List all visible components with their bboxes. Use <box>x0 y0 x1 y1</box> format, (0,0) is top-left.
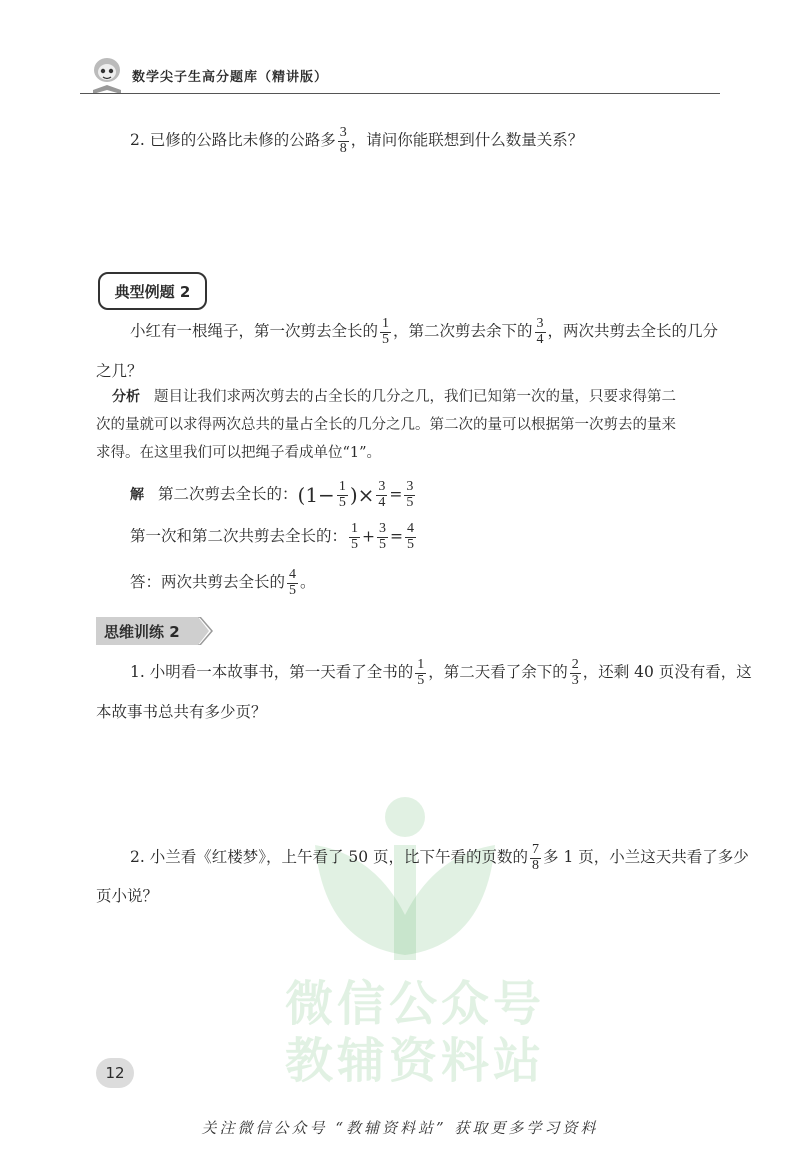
example-title: 典型例题 2 <box>98 272 207 310</box>
solution-step-2: 第一次和第二次共剪去全长的： $\frac{1}{5}$ + $\frac{3}{5}$ = $\frac{4}{5}$ <box>130 521 415 552</box>
top-question-suffix: ，请问你能联想到什么数量关系？ <box>350 131 584 150</box>
arrow-tab-icon <box>192 617 214 649</box>
analysis-line-2: 次的量就可以求得两次总共的量占全长的几分之几。第二次的量可以根据第一次剪去的量来 <box>96 417 676 433</box>
watermark-logo <box>305 795 505 969</box>
fraction: $\frac{1}{5}$ <box>417 657 425 688</box>
analysis-label: 分析 <box>112 389 140 405</box>
analysis-line-3: 求得。在这里我们可以把绳子看成单位“1”。 <box>96 445 382 461</box>
fraction: $\frac{4}{5}$ <box>289 567 297 598</box>
top-question <box>130 126 583 156</box>
fraction: $\frac{3}{4}$ <box>536 316 544 347</box>
watermark-line-1: 微信公众号 <box>285 976 546 1032</box>
fraction: $\frac{3}{5}$ <box>379 521 387 552</box>
footer-note: 关注微信公众号 “教辅资料站” 获取更多学习资料 <box>201 1119 599 1137</box>
header-divider <box>80 93 720 94</box>
fraction: $\frac{4}{5}$ <box>407 521 415 552</box>
fraction: $\frac{3}{8}$ <box>339 125 347 156</box>
training-title: 思维训练 2 <box>96 617 192 645</box>
fraction: $\frac{1}{5}$ <box>338 479 346 510</box>
analysis-line-1: 分析 题目让我们求两次剪去的占全长的几分之几，我们已知第一次的量，只要求得第二 <box>112 389 676 405</box>
solution-label: 解 <box>130 487 144 504</box>
training-question-1-line-1: 1. 小明看一本故事书，第一天看了全书的 $\frac{1}{5}$ ，第二天看了余下的 $\frac{2}{3}$ ，还剩 40 页没有看，这 <box>130 657 752 688</box>
solution-step-1: 解 第二次剪去全长的：(1− $\frac{1}{5}$ )× $\frac{3}{4}$ = $\frac{3}{5}$ <box>130 479 414 510</box>
fraction: $\frac{2}{3}$ <box>571 657 579 688</box>
solution-answer: 答：两次共剪去全长的 $\frac{4}{5}$ 。 <box>130 567 316 598</box>
example-problem-line-1: 小红有一根绳子，第一次剪去全长的 $\frac{1}{5}$ ，第二次剪去余下的 $\frac{3}{4}$ ，两次共剪去全长的几分 <box>130 316 719 347</box>
fraction: $\frac{3}{5}$ <box>406 479 414 510</box>
watermark-line-2: 教辅资料站 <box>285 1033 546 1089</box>
top-question-prefix: 2. 已修的公路比未修的公路多 <box>130 131 336 150</box>
example-problem-line-2: 之几？ <box>96 362 143 380</box>
training-question-2-line-1: 2. 小兰看《红楼梦》，上午看了 50 页，比下午看的页数的 $\frac{7}{8}$ 多 1 页，小兰这天共看了多少 <box>130 842 749 873</box>
training-question-2-line-2: 页小说？ <box>96 887 159 905</box>
book-title: 数学尖子生高分题库（精讲版） <box>132 70 329 85</box>
page-number: 12 <box>96 1058 134 1088</box>
fraction: $\frac{3}{4}$ <box>378 479 386 510</box>
fraction: $\frac{1}{5}$ <box>351 521 359 552</box>
training-question-1-line-2: 本故事书总共有多少页？ <box>96 703 267 721</box>
fraction: $\frac{7}{8}$ <box>532 842 540 873</box>
fraction: $\frac{1}{5}$ <box>382 316 390 347</box>
